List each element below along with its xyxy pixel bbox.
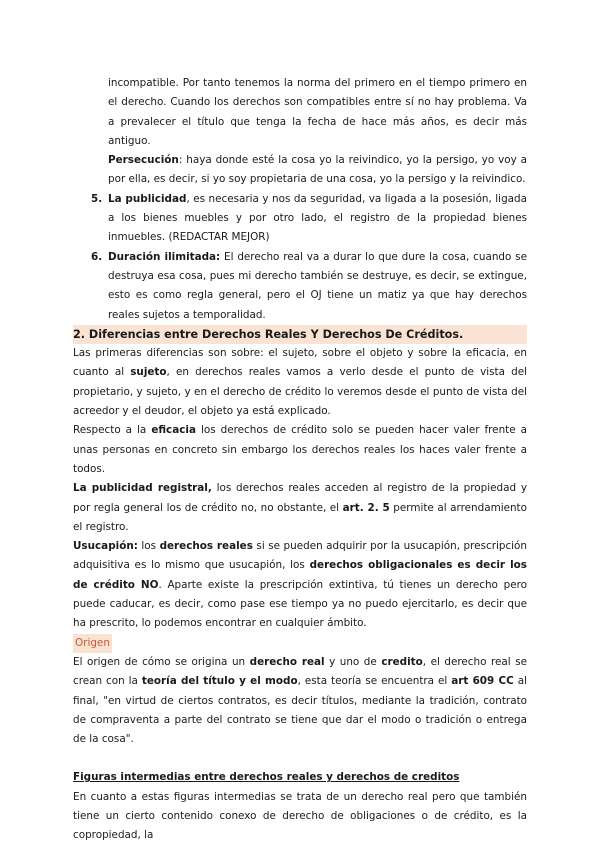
section-heading-2: 2. Diferencias entre Derechos Reales Y Derechos De Créditos.: [73, 325, 527, 344]
list-item-5: [73, 190, 527, 248]
text-run: El origen de cómo se origina un: [73, 655, 250, 668]
paragraph-figuras: En cuanto a estas figuras intermedias se trata de un derecho real pero que también tiene un cierto contenido conexo de derecho de obligaciones o de crédito, es la copropiedad, la: [73, 790, 527, 842]
item6-label: Duración ilimitada:: [108, 250, 221, 263]
bold-run: credito: [381, 655, 423, 668]
text-run: los derechos reales acceden al registro de la propiedad y por regla general los de crédito no, no obstante, el: [73, 482, 527, 514]
paragraph-eficacia: [73, 421, 527, 479]
text-run: al final, "en virtud de ciertos contratos, es decir títulos, mediante la tradición, contrato de compraventa a parte del contrato se tiene que dar el modo o tradición o entrega de la cosa".: [73, 675, 527, 746]
section-heading-figuras: Figuras intermedias entre derechos reales y derechos de creditos: [73, 771, 460, 784]
text-run: , el derecho real se crean con la: [73, 655, 527, 688]
bold-run: art. 2. 5: [342, 501, 390, 514]
bold-run: derecho real: [249, 655, 325, 668]
item5-label: La publicidad: [108, 192, 187, 205]
bold-run: art 609 CC: [451, 675, 514, 688]
document-body: [73, 74, 527, 846]
persecucion-label: Persecución: [108, 154, 179, 167]
persecucion-text: : haya donde esté la cosa yo la reivindico, yo la persigo, yo voy a por ella, es decir, si yo soy propietaria de una cosa, yo la persigo y la reivindico.: [108, 154, 527, 186]
text-run: los: [137, 540, 160, 553]
bold-run: sujeto: [130, 366, 167, 379]
paragraph-persecucion: [73, 151, 527, 190]
bold-run: derechos reales: [159, 540, 253, 553]
text-run: si se pueden adquirir por la usucapión, prescripción adquisitiva es lo mismo que usucapión, los: [73, 540, 527, 572]
bold-run: Usucapión:: [73, 540, 138, 553]
list-item-6: [73, 248, 527, 325]
paragraph-primeras: [73, 344, 527, 421]
origen-heading: [73, 634, 527, 653]
text-run: los derechos de crédito solo se pueden hacer valer frente a unas personas en concreto sin embargo los derechos reales los haces valer frente a todos.: [73, 424, 527, 475]
text-run: permite al arrendamiento el registro.: [73, 501, 527, 533]
text-run: Las primeras diferencias son sobre: el sujeto, sobre el objeto y sobre la eficacia, en cuanto al: [73, 347, 527, 379]
paragraph-incompatible: [73, 74, 527, 151]
item6-text: El derecho real va a durar lo que dure la cosa, cuando se destruya esa cosa, pues mi derecho también se destruye, es decir, se extingue, esto es como regla general, pero el OJ tiene un matiz ya que hay derechos reales sujetos a temporalidad.: [108, 250, 527, 321]
paragraph-origen: [73, 653, 527, 749]
text-run: Respecto a la: [73, 424, 152, 437]
paragraph-usucapion: [73, 537, 527, 633]
text-run: . Aparte existe la prescripción extintiva, tú tienes un derecho pero puede caducar, es decir, como pase ese tiempo ya no puedo ejercitarlo, es decir que ha prescrito, lo podemos encontrar en cualquier ámbito.: [73, 578, 527, 630]
text-run: y uno de: [324, 655, 382, 668]
item5-text: , es necesaria y nos da seguridad, va ligada a la posesión, ligada a los bienes muebles y por otro lado, el registro de la propiedad bienes inmuebles. (REDACTAR MEJOR): [108, 192, 527, 244]
bold-run: eficacia: [151, 424, 196, 437]
text-run: , en derechos reales vamos a verlo desde el punto de vista del propietario, y sujeto, y en el derecho de crédito lo veremos desde el punto de vista del acreedor y el deudor, el objeto ya está explicado.: [73, 366, 527, 418]
origen-label: Origen: [73, 634, 112, 653]
bold-run: La publicidad registral,: [73, 482, 212, 495]
paragraph-text: incompatible. Por tanto tenemos la norma del primero en el tiempo primero en el derecho. Cuando los derechos son compatibles entre sí no hay problema. Va a prevalecer el título que tenga la fecha de hace más años, es decir más antiguo.: [108, 77, 527, 147]
text-run: , esta teoría se encuentra el: [297, 675, 452, 688]
bold-run: teoría del título y el modo: [141, 675, 298, 688]
bold-run: derechos obligacionales es decir los de crédito NO: [73, 559, 527, 591]
list-number: 6.: [91, 250, 103, 263]
list-number: 5.: [91, 192, 103, 205]
paragraph-publicidad: [73, 479, 527, 537]
